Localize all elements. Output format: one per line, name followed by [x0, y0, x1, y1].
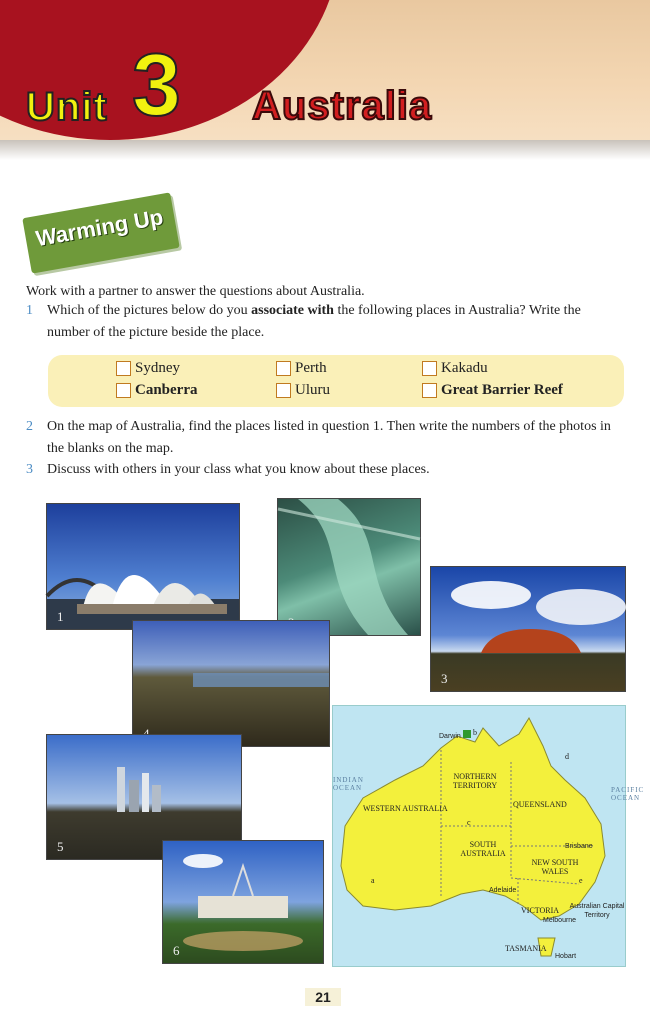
- checkbox-uluru[interactable]: [276, 383, 291, 398]
- question-1-text: Which of the pictures below do you associate with the following places in Australia? Write the number of the picture beside the place.: [47, 303, 581, 340]
- state-victoria: VICTORIA: [521, 906, 560, 915]
- checkbox-perth[interactable]: [276, 361, 291, 376]
- photo-5-number: 5: [57, 839, 64, 854]
- opera-house-image: [47, 504, 239, 629]
- indian-ocean-label: INDIAN OCEAN: [333, 776, 364, 792]
- city-darwin: Darwin: [439, 733, 461, 740]
- photo-3: [430, 566, 626, 692]
- question-3-text: Discuss with others in your class what you know about these places.: [47, 462, 430, 477]
- map-blank-e[interactable]: e: [579, 876, 583, 885]
- page-number: 21: [305, 988, 341, 1006]
- parliament-house-image: [163, 841, 323, 963]
- checkbox-great-barrier-reef[interactable]: [422, 383, 437, 398]
- map-blank-a[interactable]: a: [371, 876, 375, 885]
- place-option-sydney[interactable]: Sydney: [116, 360, 180, 377]
- question-1-number: 1: [26, 303, 33, 318]
- unit-word: Unit: [26, 85, 108, 129]
- map-blank-d[interactable]: d: [565, 752, 569, 761]
- city-brisbane: Brisbane: [565, 843, 593, 850]
- state-western-australia: WESTERN AUSTRALIA: [363, 804, 448, 813]
- place-option-great-barrier-reef[interactable]: Great Barrier Reef: [422, 382, 563, 399]
- state-new-south-wales: NEW SOUTH WALES: [531, 858, 579, 876]
- unit-title: Australia: [252, 84, 433, 128]
- banner-shadow: [0, 140, 650, 160]
- kakadu-image: [133, 621, 329, 746]
- state-tasmania: TASMANIA: [505, 944, 547, 953]
- city-hobart: Hobart: [555, 953, 577, 960]
- pacific-ocean-label: PACIFIC OCEAN: [611, 786, 645, 802]
- place-option-kakadu[interactable]: Kakadu: [422, 360, 488, 377]
- checkbox-sydney[interactable]: [116, 361, 131, 376]
- checkbox-canberra[interactable]: [116, 383, 131, 398]
- unit-number: 3: [132, 35, 181, 134]
- australia-map: [332, 705, 645, 967]
- question-2-number: 2: [26, 419, 33, 434]
- city-act: Australian Capital Territory: [569, 903, 625, 919]
- uluru-image: [431, 567, 625, 691]
- photo-1: [46, 503, 240, 630]
- warming-up-text: Warming Up: [33, 204, 165, 252]
- photo-3-number: 3: [441, 671, 448, 686]
- checkbox-kakadu[interactable]: [422, 361, 437, 376]
- question-2-text: On the map of Australia, find the places listed in question 1. Then write the numbers of the photos in the blanks on the map.: [47, 419, 611, 456]
- warming-up-label: [22, 192, 179, 273]
- place-option-perth[interactable]: Perth: [276, 360, 327, 377]
- photo-6-number: 6: [173, 943, 180, 958]
- place-option-uluru[interactable]: Uluru: [276, 382, 330, 399]
- photo-2: [277, 498, 421, 636]
- photo-4: [132, 620, 330, 747]
- intro-text: Work with a partner to answer the questions about Australia.: [26, 284, 365, 299]
- city-melbourne: Melbourne: [543, 917, 577, 924]
- photo-6: [162, 840, 324, 964]
- state-queensland: QUEENSLAND: [513, 800, 567, 809]
- question-3-number: 3: [26, 462, 33, 477]
- state-south-australia: SOUTH AUSTRALIA: [460, 840, 506, 858]
- place-option-canberra[interactable]: Canberra: [116, 382, 198, 399]
- city-adelaide: Adelaide: [489, 887, 517, 894]
- map-blank-b[interactable]: b: [473, 728, 477, 737]
- reef-image: [278, 499, 420, 635]
- photo-1-number: 1: [57, 609, 64, 624]
- map-blank-c[interactable]: c: [467, 818, 471, 827]
- state-northern-territory: NORTHERN TERRITORY: [452, 772, 498, 790]
